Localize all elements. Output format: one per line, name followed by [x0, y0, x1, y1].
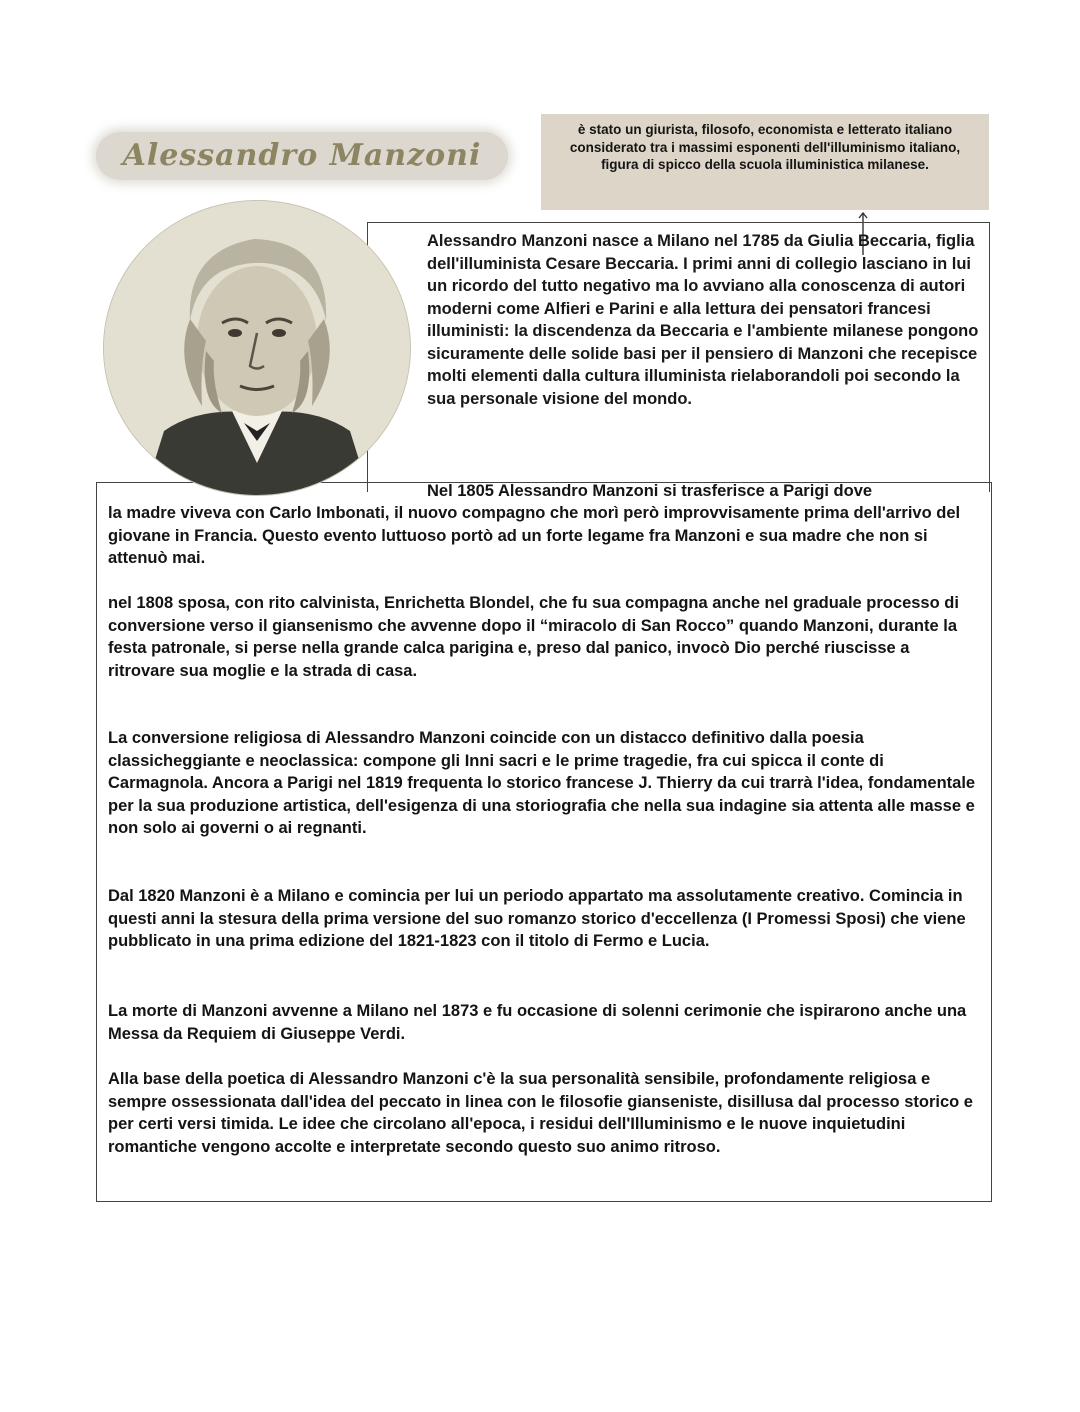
paragraph-death: La morte di Manzoni avvenne a Milano nel 1873 e fu occasione di solenni cerimonie che ispirarono anche una Messa da Requiem di Giuseppe Verdi. [108, 1002, 967, 1043]
paragraph-paris-first-line: Nel 1805 Alessandro Manzoni si trasferisce a Parigi dove [427, 482, 873, 500]
page-title: Alessandro Manzoni [122, 138, 482, 173]
paragraph-poetics: Alla base della poetica di Alessandro Manzoni c'è la sua personalità sensibile, profondamente religiosa e sempre ossessionata dall'idea del peccato in linea con le filosofie gianseniste, disillusa dal processo storico e per certi versi timida. Le idee che circolano all'epoca, i residui dell'Illuminismo e le nuove inquietudini romantiche vengono accolte e interpretate secondo questo suo animo ritroso. [108, 1070, 973, 1156]
paragraph-paris: la madre viveva con Carlo Imbonati, il nuovo compagno che morì però improvvisamente prima dell'arrivo del giovane in Francia. Questo evento luttuoso portò ad un forte legame fra Manzoni e sua madre che non si attenuò mai. [108, 504, 961, 567]
paragraph-conversion: La conversione religiosa di Alessandro Manzoni coincide con un distacco definitivo dalla poesia classicheggiante e neoclassica: compone gli Inni sacri e le prime tragedie, fra cui spicca il conte di Carmagnola. Ancora a Parigi nel 1819 frequenta lo storico francese J. Thierry da cui trarrà l'idea, fondamentale per la sua produzione artistica, dell'esigenza di una storiografia che nella sua indagine sia attenta alle masse e non solo ai governi o ai regnanti. [108, 729, 976, 837]
paragraph-marriage: nel 1808 sposa, con rito calvinista, Enrichetta Blondel, che fu sua compagna anche nel graduale processo di conversione verso il giansenismo che avvenne dopo il “miracolo di San Rocco” quando Manzoni, durante la festa patronale, si perse nella grande calca parigina e, preso dal panico, invocò Dio perché riuscisse a ritrovare sua moglie e la strada di casa. [108, 594, 959, 680]
paragraph-birth: Alessandro Manzoni nasce a Milano nel 1785 da Giulia Beccaria, figlia dell'illuminista Cesare Beccaria. I primi anni di collegio lasciano in lui un ricordo del tutto negativo ma lo avviano alla conoscenza di autori moderni come Alfieri e Parini e alla lettura dei pensatori francesi illuministi: la discendenza da Beccaria e l'ambiente milanese pongono sicuramente delle solide basi per il pensiero di Manzoni che recepisce molti elementi dalla cultura illuminista rielaborandoli poi secondo la sua personale visione del mondo. [427, 232, 979, 408]
portrait-image [103, 200, 411, 496]
definition-note: è stato un giurista, filosofo, economista e letterato italiano considerato tra i massimi esponenti dell'illuminismo italiano, figura di spicco della scuola illuministica milanese. [541, 114, 989, 210]
paragraph-milan: Dal 1820 Manzoni è a Milano e comincia per lui un periodo appartato ma assolutamente creativo. Comincia in questi anni la stesura della prima versione del suo romanzo storico d'eccellenza (I Promessi Sposi) che viene pubblicato in una prima edizione del 1821-1823 con il titolo di Fermo e Lucia. [108, 887, 966, 950]
